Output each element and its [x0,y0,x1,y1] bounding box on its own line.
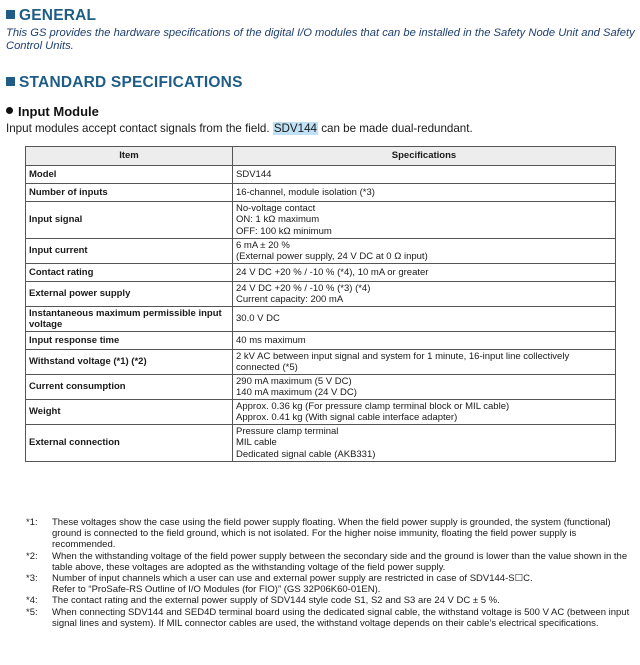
table-cell-specification [233,239,616,264]
table-cell-specification [233,264,616,282]
footnote-marker: *1: [26,517,38,528]
table-row [26,239,616,264]
specification-line: 30.0 V DC [236,313,280,325]
footnote [6,551,631,573]
footnote-marker: *3: [26,573,38,585]
table-cell-item: Model [26,166,233,184]
footnote-marker: *4: [26,595,38,607]
footnote [6,607,631,629]
table-row [26,202,616,239]
footnote-marker [6,584,52,595]
round-bullet-icon [6,107,13,114]
table-row [26,425,616,462]
table-cell-specification [233,375,616,400]
specification-line: OFF: 100 kΩ minimum [236,225,332,237]
table-row [26,307,616,332]
table-cell-specification [233,400,616,425]
square-bullet-icon [6,77,15,86]
footnote-text: When connecting SDV144 and SED4D terminal board using the dedicated signal cable, the withstand voltage is 500 V AC (between input signal lines and system). If MIL connector cables are used, the withstand voltage depends on their cable’s electrical specifications. [52,606,630,629]
specification-line: Pressure clamp terminal [236,425,339,437]
specification-line: Dedicated signal cable (AKB331) [236,448,376,460]
specification-line: SDV144 [236,168,272,180]
specification-line: 290 mA maximum (5 V DC) [236,375,352,387]
specification-line: Current capacity: 200 mA [236,294,344,305]
footnote [6,595,631,606]
specification-line: MIL cable [236,437,277,449]
table-cell-item: External connection [26,425,233,462]
table-cell-specification [233,307,616,332]
table-cell-item: Input current [26,239,233,264]
footnote-text: When the withstanding voltage of the field power supply between the secondary side and the ground is lower than the value shown in the table above, these voltages are adopted as the withstanding voltage of the field power supply. [52,550,628,573]
specification-line: 24 V DC +20 % / -10 % (*4), 10 mA or greater [236,266,429,278]
table-cell-item: Weight [26,400,233,425]
specification-line: 16-channel, module isolation (*3) [236,186,375,198]
specification-line: 140 mA maximum (24 V DC) [236,387,357,398]
footnote-marker: *2: [26,550,38,562]
table-row [26,264,616,282]
specification-line: 24 V DC +20 % / -10 % (*3) (*4) [236,282,371,294]
table-cell-item: Contact rating [26,264,233,282]
table-cell-item: External power supply [26,282,233,307]
input-module-paragraph: Input modules accept contact signals from the field. SDV144 can be made dual-redundant. [6,122,473,135]
table-cell-specification [233,350,616,375]
table-row [26,350,616,375]
table-cell-item: Current consumption [26,375,233,400]
table-row [26,332,616,350]
table-cell-specification [233,202,616,239]
table-cell-specification [233,166,616,184]
footnote-text: These voltages show the case using the field power supply floating. When the field power supply is grounded, the system (functional) ground is connected to the field ground, which is not isolated. For the higher noise immunity, floating the field power supply is recommended. [52,517,611,551]
specification-line: (External power supply, 24 V DC at 0 Ω input) [236,251,428,262]
specifications-table-body [26,166,616,462]
table-cell-specification [233,332,616,350]
specification-line: No-voltage contact [236,202,316,214]
footnotes [6,517,631,629]
specification-line: ON: 1 kΩ maximum [236,214,320,226]
table-cell-specification [233,282,616,307]
footnote [6,573,631,584]
table-row [26,282,616,307]
table-row [26,400,616,425]
footnote [6,517,631,551]
table-cell-item: Input response time [26,332,233,350]
column-header-specifications: Specifications [233,147,616,166]
square-bullet-icon [6,10,15,19]
footnote-marker: *5: [26,606,38,618]
table-cell-item: Number of inputs [26,184,233,202]
specification-line: 2 kV AC between input signal and system for 1 minute, 16-input line collectively connected (*5) [236,350,570,373]
table-cell-specification [233,425,616,462]
table-cell-item: Withstand voltage (*1) (*2) [26,350,233,375]
column-header-item: Item [26,147,233,166]
specification-line: Approx. 0.41 kg (With signal cable interface adapter) [236,412,458,423]
specification-line: 6 mA ± 20 % [236,239,290,251]
table-cell-item: Instantaneous maximum permissible input voltage [26,307,233,332]
table-row [26,375,616,400]
table-cell-specification [233,184,616,202]
table-cell-item: Input signal [26,202,233,239]
general-intro-text: This GS provides the hardware specifications of the digital I/O modules that can be installed in the Safety Node Unit and Safety Control Units. [6,27,635,52]
highlighted-model-text[interactable]: SDV144 [273,122,317,135]
footnote-text: Number of input channels which a user can use and external power supply are restricted in case of SDV144-S☐C. [52,573,533,585]
general-heading: GENERAL [6,7,96,25]
input-module-heading: Input Module [6,104,99,119]
table-row [26,166,616,184]
footnote [6,584,631,595]
table-row [26,184,616,202]
standard-specifications-heading: STANDARD SPECIFICATIONS [6,74,243,92]
specification-line: Approx. 0.36 kg (For pressure clamp terminal block or MIL cable) [236,400,510,412]
footnote-text: The contact rating and the external power supply of SDV144 style code S1, S2 and S3 are 24 V DC ± 5 %. [52,595,500,607]
specification-line: 40 ms maximum [236,334,306,346]
footnote-text: Refer to “ProSafe-RS Outline of I/O Modules (for FIO)” (GS 32P06K60-01EN). [52,584,381,596]
specifications-table [25,146,616,462]
